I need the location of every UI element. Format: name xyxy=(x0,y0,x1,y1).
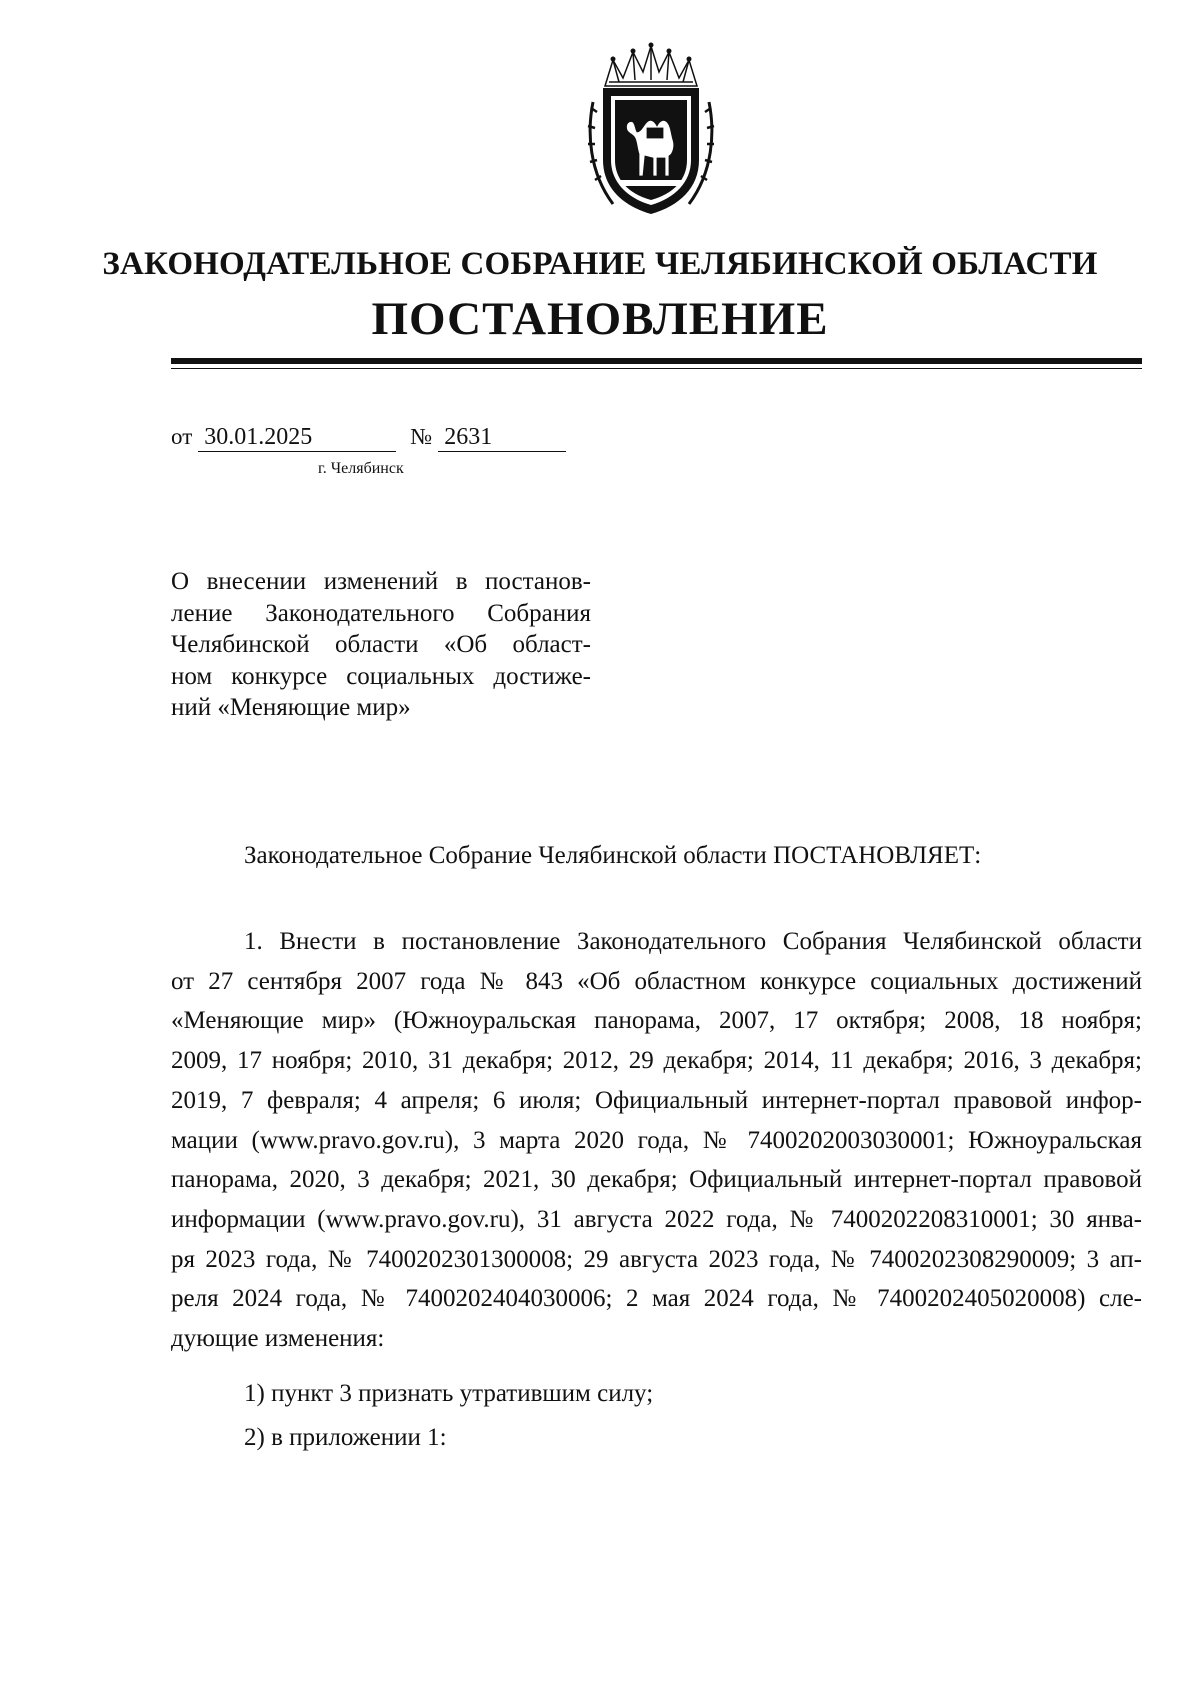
body-paragraph xyxy=(171,922,1142,1359)
coat-of-arms-icon xyxy=(583,42,719,220)
document-date-number-row xyxy=(171,424,566,452)
document-number: 2631 xyxy=(438,424,566,452)
subject-line: Челябинской области «Об област- xyxy=(171,631,591,658)
subject-line: ление Законодательного Собрания xyxy=(171,599,591,627)
document-date: 30.01.2025 xyxy=(198,424,396,452)
document-subject xyxy=(171,566,591,724)
organization-title: ЗАКОНОДАТЕЛЬНОЕ СОБРАНИЕ ЧЕЛЯБИНСКОЙ ОБЛАСТИ xyxy=(102,246,1098,282)
body-line: 1. Внести в постановление Законодательного Собрания Челябинской области xyxy=(244,928,1142,955)
body-line: 2009, 17 ноября; 2010, 31 декабря; 2012, 29 декабря; 2014, 11 декабря; 2016, 3 декабря; xyxy=(171,1047,1142,1075)
body-line: панорама, 2020, 3 декабря; 2021, 30 декабря; Официальный интернет-портал правовой xyxy=(171,1166,1142,1194)
body-line: реля 2024 года, № 7400202404030006; 2 мая 2024 года, № 7400202405020008) сле- xyxy=(171,1285,1142,1313)
subject-line: ном конкурсе социальных достиже- xyxy=(171,662,591,690)
document-type-title: ПОСТАНОВЛЕНИЕ xyxy=(371,293,829,345)
subject-line: О внесении изменений в постанов- xyxy=(171,568,591,595)
header-divider-thin xyxy=(171,368,1142,369)
header-divider-thick xyxy=(171,358,1142,364)
document-city: г. Челябинск xyxy=(318,460,404,477)
body-line: ря 2023 года, № 7400202301300008; 29 августа 2023 года, № 7400202308290009; 3 ап- xyxy=(171,1245,1142,1273)
body-line: информации (www.pravo.gov.ru), 31 августа 2022 года, № 7400202208310001; 30 янва- xyxy=(171,1205,1142,1233)
list-item: 2) в приложении 1: xyxy=(244,1424,447,1451)
body-line: от 27 сентября 2007 года № 843 «Об областном конкурсе социальных достижений xyxy=(171,967,1142,995)
number-label: № xyxy=(410,424,433,449)
date-label: от xyxy=(171,424,193,449)
body-line: дующие изменения: xyxy=(171,1325,385,1353)
subject-line: ний «Меняющие мир» xyxy=(171,694,411,721)
body-line: «Меняющие мир» (Южноуральская панорама, 2007, 17 октября; 2008, 18 ноября; xyxy=(171,1007,1142,1035)
preamble: Законодательное Собрание Челябинской области ПОСТАНОВЛЯЕТ: xyxy=(244,842,982,869)
list-item: 1) пункт 3 признать утратившим силу; xyxy=(244,1380,654,1407)
body-line: 2019, 7 февраля; 4 апреля; 6 июля; Официальный интернет-портал правовой инфор- xyxy=(171,1086,1142,1114)
body-line: мации (www.pravo.gov.ru), 3 марта 2020 года, № 7400202003030001; Южноуральская xyxy=(171,1126,1142,1154)
